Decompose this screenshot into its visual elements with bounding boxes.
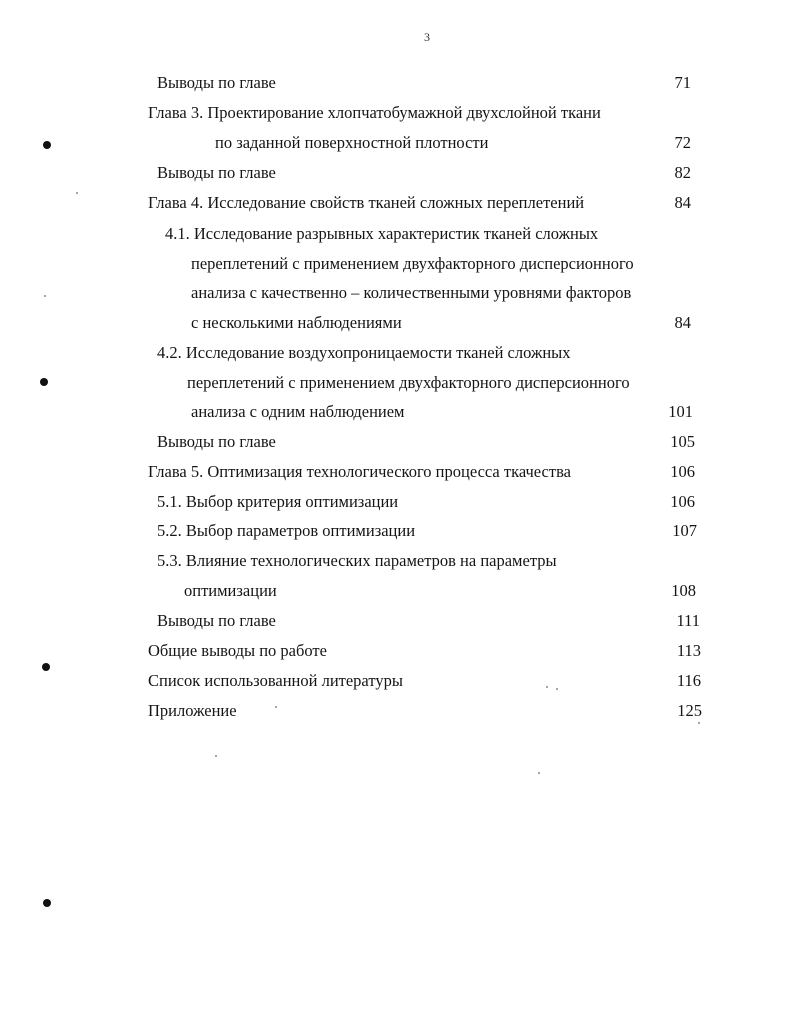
toc-entry-text: Глава 5. Оптимизация технологического процесса ткачества: [148, 462, 571, 481]
toc-entry-text: 5.2. Выбор параметров оптимизации: [157, 521, 416, 540]
toc-entry-page: 113: [676, 641, 701, 660]
toc-entry-page: 84: [674, 193, 691, 212]
toc-line: [0, 222, 791, 246]
toc-line: [0, 609, 791, 633]
toc-entry-page: 116: [676, 671, 701, 690]
toc-line: [0, 161, 791, 185]
toc-entry-text: Выводы по главе: [157, 611, 276, 630]
toc-entry-text: Список использованной литературы: [148, 671, 403, 690]
toc-line: [0, 101, 791, 125]
toc-entry-page: 101: [668, 402, 693, 421]
toc-line: [0, 252, 791, 276]
toc-line: [0, 639, 791, 663]
toc-line: [0, 460, 791, 484]
toc-entry-page: 125: [677, 701, 702, 720]
toc-line: [0, 311, 791, 335]
toc-entry-page: 111: [676, 611, 700, 630]
toc-entry-page: 108: [671, 581, 696, 600]
toc-entry-text: оптимизации: [184, 581, 277, 600]
toc-entry-text: переплетений с применением двухфакторного дисперсионного: [187, 373, 630, 392]
toc-line: [0, 579, 791, 603]
toc-line: [0, 430, 791, 454]
toc-entry-text: Общие выводы по работе: [148, 641, 327, 660]
toc-entry-text: 5.3. Влияние технологических параметров на параметры: [157, 551, 557, 570]
toc-line: [0, 400, 791, 424]
toc-line: [0, 341, 791, 365]
toc-entry-page: 105: [670, 432, 695, 451]
toc-line: [0, 549, 791, 573]
toc-entry-text: 5.1. Выбор критерия оптимизации: [157, 492, 399, 511]
toc-entry-page: 82: [674, 163, 691, 182]
toc-entry-page: 107: [672, 521, 697, 540]
toc-entry-page: 106: [670, 492, 695, 511]
scan-speck: [538, 772, 540, 774]
toc-entry-page: 84: [674, 313, 691, 332]
toc-line: [0, 519, 791, 543]
toc-line: [0, 371, 791, 395]
binder-hole-mark: [43, 899, 51, 907]
toc-entry-text: Выводы по главе: [157, 432, 276, 451]
toc-entry-text: Выводы по главе: [157, 73, 276, 92]
toc-entry-text: анализа с качественно – количественными уровнями факторов: [191, 283, 632, 302]
toc-line: [0, 281, 791, 305]
toc-entry-page: 72: [674, 133, 691, 152]
toc-line: [0, 699, 791, 723]
toc-entry-text: Глава 4. Исследование свойств тканей сложных переплетений: [148, 193, 585, 212]
toc-entry-text: Приложение: [148, 701, 237, 720]
toc-entry-text: переплетений с применением двухфакторного дисперсионного: [191, 254, 634, 273]
toc-line: [0, 131, 791, 155]
page-number: 3: [424, 30, 430, 44]
toc-entry-text: с несколькими наблюдениями: [191, 313, 402, 332]
toc-entry-text: Выводы по главе: [157, 163, 276, 182]
toc-line: [0, 191, 791, 215]
toc-line: [0, 71, 791, 95]
toc-entry-text: 4.1. Исследование разрывных характеристик тканей сложных: [165, 224, 599, 243]
toc-entry-text: анализа с одним наблюдением: [191, 402, 405, 421]
scan-speck: [215, 755, 217, 757]
toc-line: [0, 669, 791, 693]
toc-entry-text: по заданной поверхностной плотности: [215, 133, 489, 152]
toc-entry-text: 4.2. Исследование воздухопроницаемости тканей сложных: [157, 343, 571, 362]
toc-entry-page: 71: [674, 73, 691, 92]
toc-entry-page: 106: [670, 462, 695, 481]
toc-entry-text: Глава 3. Проектирование хлопчатобумажной двухслойной ткани: [148, 103, 601, 122]
toc-line: [0, 490, 791, 514]
